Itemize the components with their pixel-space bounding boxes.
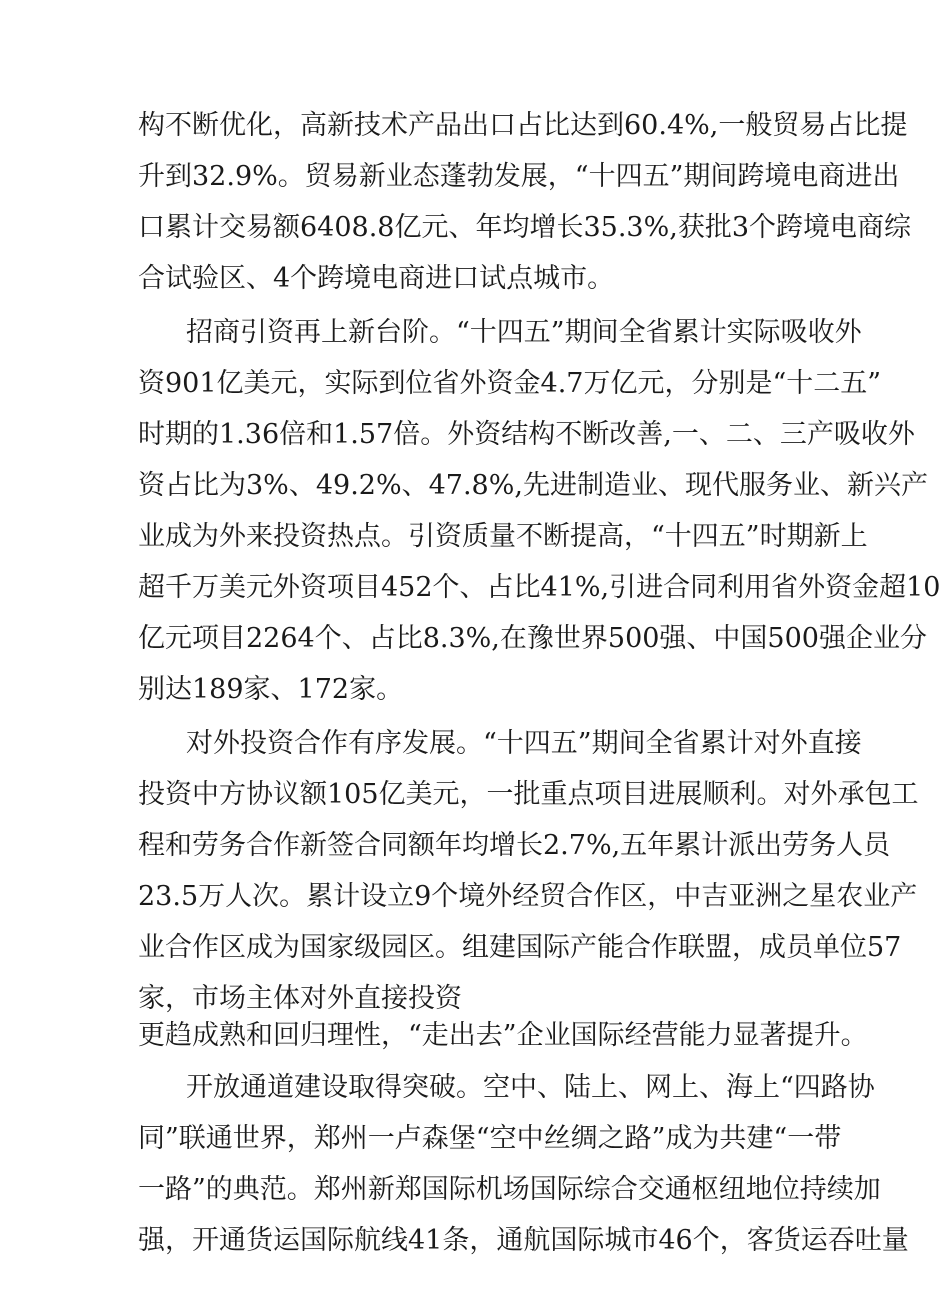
text-line: 合试验区、4个跨境电商进口试点城市。 (138, 263, 615, 294)
text-line: 口累计交易额6408.8亿元、年均增长35.3%,获批3个跨境电商综 (138, 212, 912, 243)
text-line: 更趋成熟和回归理性，“走出去”企业国际经营能力显著提升。 (138, 1020, 868, 1051)
paragraph-first-line: 开放通道建设取得突破。空中、陆上、网上、海上“四路协 (186, 1072, 875, 1103)
text-line: 别达189家、172家。 (138, 674, 404, 705)
text-line: 亿元项目2264个、占比8.3%,在豫世界500强、中国500强企业分 (138, 623, 927, 654)
text-line: 业合作区成为国家级园区。组建国际产能合作联盟，成员单位57 (138, 932, 902, 963)
text-line: 强，开通货运国际航线41条，通航国际城市46个，客货运吞吐量 (138, 1225, 909, 1256)
text-line: 23.5万人次。累计设立9个境外经贸合作区，中吉亚洲之星农业产 (138, 881, 918, 912)
text-line: 构不断优化，高新技术产品出口占比达到60.4%,一般贸易占比提 (138, 110, 908, 141)
text-line: 时期的1.36倍和1.57倍。外资结构不断改善,一、二、三产吸收外 (138, 419, 915, 450)
text-line: 同”联通世界，郑州一卢森堡“空中丝绸之路”成为共建“一带 (138, 1123, 842, 1154)
text-line: 投资中方协议额105亿美元，一批重点项目进展顺利。对外承包工 (138, 779, 919, 810)
text-line: 程和劳务合作新签合同额年均增长2.7%,五年累计派出劳务人员 (138, 830, 891, 861)
text-line: 家，市场主体对外直接投资 (138, 983, 462, 1014)
text-line: 一路”的典范。郑州新郑国际机场国际综合交通枢纽地位持续加 (138, 1174, 881, 1205)
paragraph-first-line: 招商引资再上新台阶。“十四五”期间全省累计实际吸收外 (186, 317, 862, 348)
text-line: 资占比为3%、49.2%、47.8%,先进制造业、现代服务业、新兴产 (138, 470, 928, 501)
paragraph-first-line: 对外投资合作有序发展。“十四五”期间全省累计对外直接 (186, 728, 862, 759)
text-line: 业成为外来投资热点。引资质量不断提高，“十四五”时期新上 (138, 521, 868, 552)
text-line: 升到32.9%。贸易新业态蓬勃发展，“十四五”期间跨境电商进出 (138, 161, 900, 192)
text-line: 资901亿美元，实际到位省外资金4.7万亿元，分别是“十二五” (138, 368, 882, 399)
text-line: 超千万美元外资项目452个、占比41%,引进合同利用省外资金超10 (138, 572, 940, 603)
